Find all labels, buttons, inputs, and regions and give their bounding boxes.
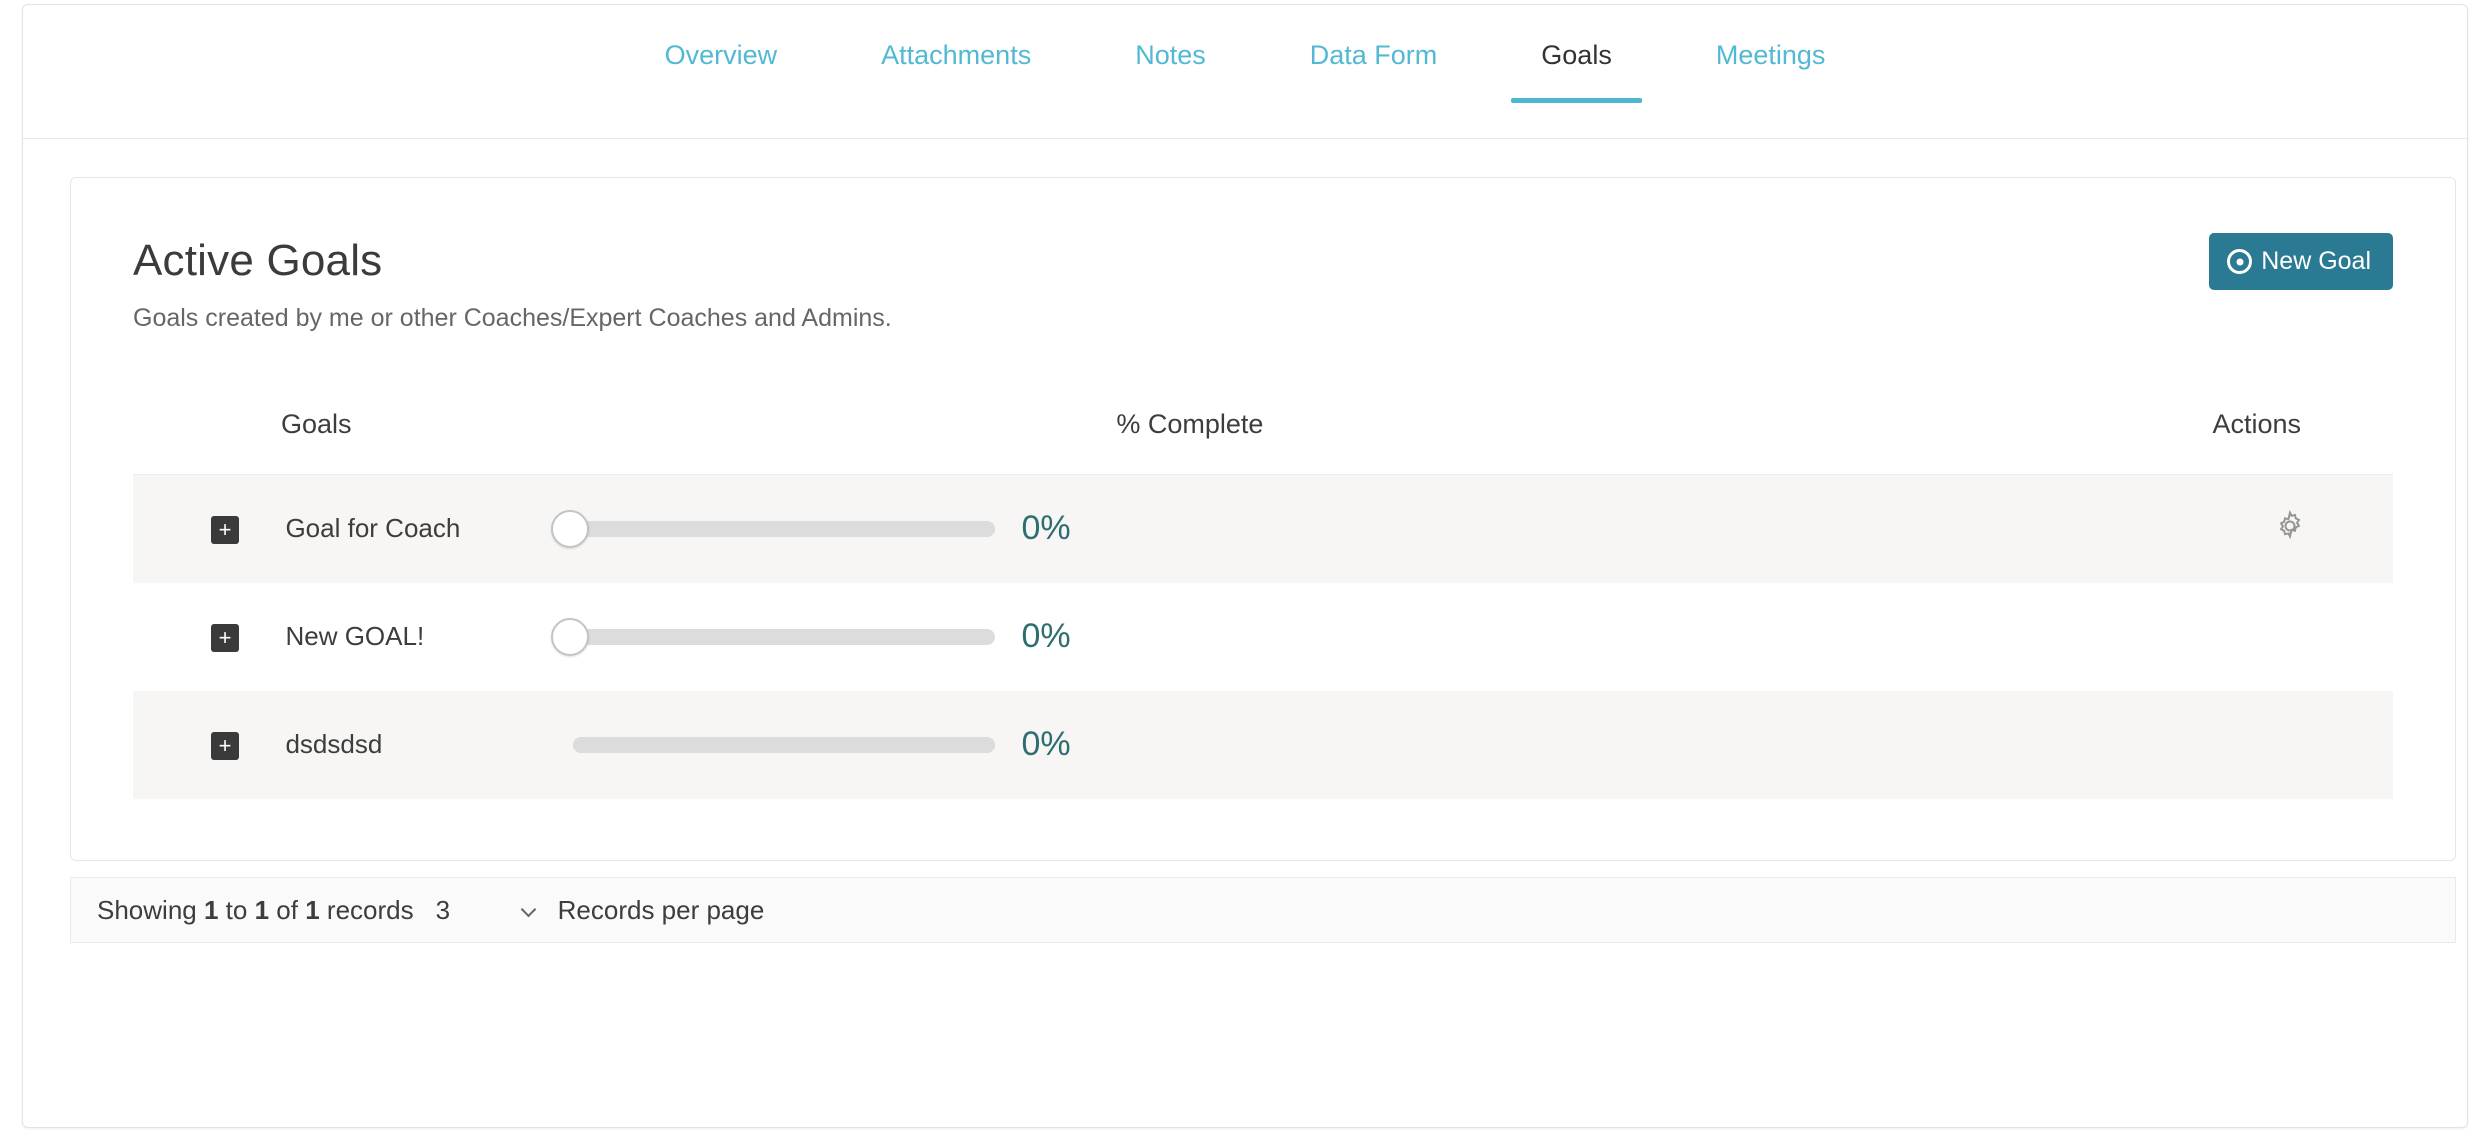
records-per-page-value: 3 xyxy=(435,894,451,925)
progress-slider[interactable] xyxy=(555,737,995,753)
tab-data-form[interactable] xyxy=(1258,41,1490,101)
card-header xyxy=(71,178,2455,799)
slider-rail xyxy=(573,737,995,753)
slider-rail xyxy=(555,521,995,537)
records-per-page-label: Records per page xyxy=(557,894,765,925)
percent-value: 0% xyxy=(1021,725,1071,763)
pagination-bar xyxy=(70,877,2456,943)
showing-prefix: Showing xyxy=(97,894,197,925)
gear-icon[interactable] xyxy=(2273,509,2307,543)
expand-cell xyxy=(133,583,525,691)
records-summary xyxy=(97,895,414,926)
tab-meetings-label: Meetings xyxy=(1715,40,1826,70)
tab-notes-label: Notes xyxy=(1135,40,1206,70)
actions-cell xyxy=(1854,475,2393,583)
slider-rail xyxy=(555,629,995,645)
progress-cell xyxy=(525,583,1854,691)
records-per-page-select[interactable] xyxy=(436,888,536,932)
column-header-actions: Actions xyxy=(1854,391,2393,475)
target-icon xyxy=(2227,249,2252,274)
expand-cell xyxy=(133,691,525,799)
progress-slider[interactable] xyxy=(555,629,995,645)
chevron-down-icon xyxy=(520,902,536,918)
tab-goals-label: Goals xyxy=(1541,40,1612,70)
tab-bar xyxy=(23,5,2467,139)
new-goal-button[interactable] xyxy=(2209,233,2393,290)
slider-knob[interactable] xyxy=(551,510,589,548)
active-goals-card xyxy=(70,177,2456,861)
goals-table-body xyxy=(133,475,2393,799)
progress-cell xyxy=(525,691,1854,799)
expand-row-icon[interactable]: + xyxy=(211,732,239,760)
records-middle: to xyxy=(225,894,248,925)
table-row[interactable] xyxy=(133,475,2393,583)
table-header-row xyxy=(133,391,2393,475)
progress-cell xyxy=(525,475,1854,583)
tab-data-form-label: Data Form xyxy=(1309,40,1438,70)
expand-row-icon[interactable]: + xyxy=(211,624,239,652)
page-title: Active Goals xyxy=(133,236,383,285)
goal-name: Goal for Coach xyxy=(285,513,461,544)
slider-knob[interactable] xyxy=(551,618,589,656)
progress-slider[interactable] xyxy=(555,521,995,537)
tab-overview-label: Overview xyxy=(664,40,778,70)
goal-name: dsdsdsd xyxy=(285,729,383,759)
page-subtitle: Goals created by me or other Coaches/Expert Coaches and Admins. xyxy=(133,304,892,332)
column-header-goals: Goals xyxy=(133,391,525,475)
goals-table xyxy=(133,391,2393,799)
goals-table-head xyxy=(133,391,2393,475)
expand-cell xyxy=(133,475,525,583)
tab-attachments[interactable] xyxy=(829,41,1083,101)
goals-panel xyxy=(22,4,2468,1128)
percent-value: 0% xyxy=(1021,617,1071,655)
tab-overview[interactable] xyxy=(613,41,830,101)
tab-meetings[interactable] xyxy=(1664,41,1878,101)
records-of: of xyxy=(276,894,298,925)
actions-cell xyxy=(1854,691,2393,799)
records-word: records xyxy=(326,894,414,925)
percent-value: 0% xyxy=(1021,509,1071,548)
expand-row-icon[interactable]: + xyxy=(211,516,239,544)
records-from: 1 xyxy=(203,894,219,925)
records-total: 1 xyxy=(305,894,320,925)
tab-notes[interactable] xyxy=(1083,41,1258,101)
column-header-percent-complete: % Complete xyxy=(525,391,1854,475)
goal-name: New GOAL! xyxy=(285,621,425,651)
actions-cell xyxy=(1854,583,2393,691)
table-row[interactable] xyxy=(133,583,2393,691)
new-goal-button-label: New Goal xyxy=(2261,247,2371,275)
table-row[interactable] xyxy=(133,691,2393,799)
tab-goals[interactable] xyxy=(1489,41,1664,101)
tab-attachments-label: Attachments xyxy=(881,40,1032,70)
records-to: 1 xyxy=(254,894,270,925)
